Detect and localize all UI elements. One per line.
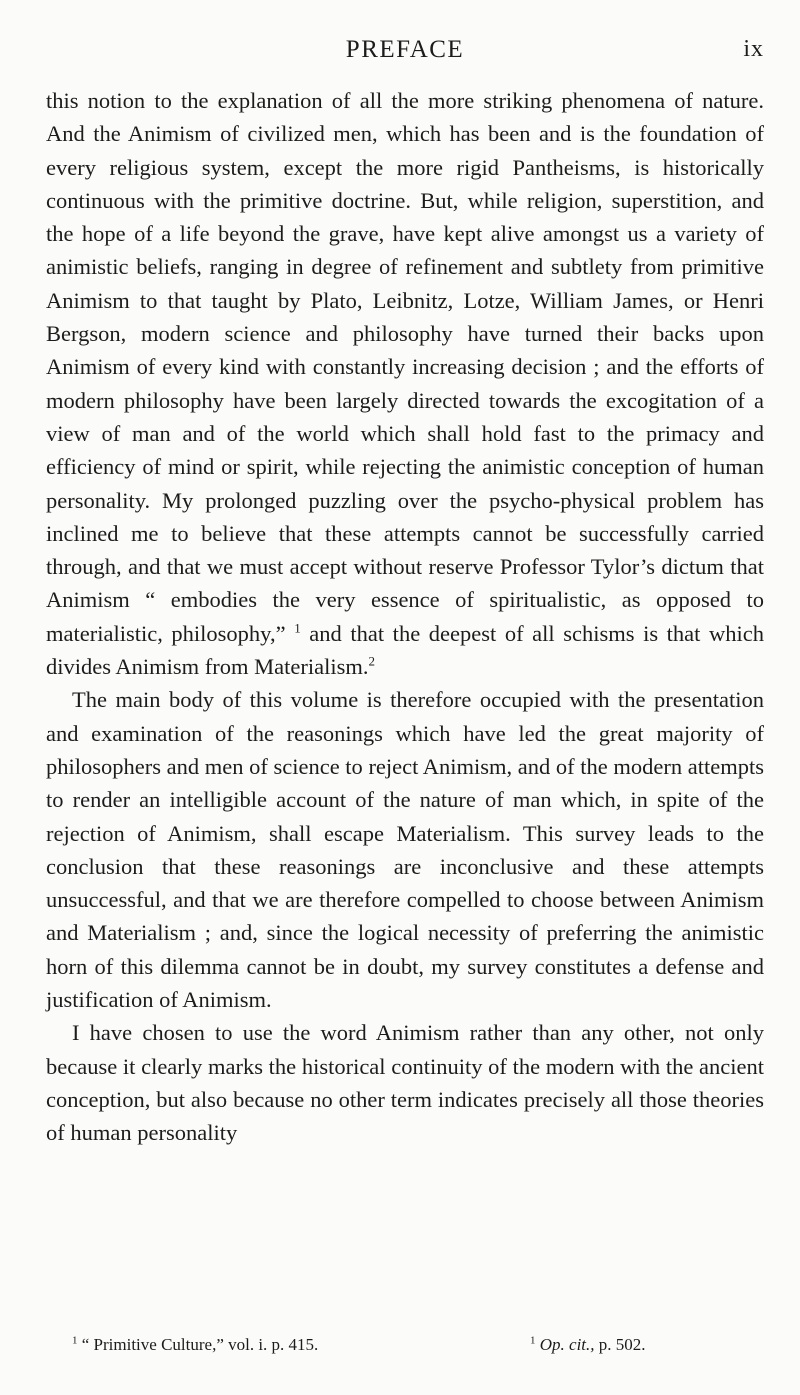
paragraph-2: The main body of this volume is therefore occupied with the presentation and examination of the reasonings which have led the great majority of philosophers and men of science to reject Animism, and of the modern attempts to render an intelligible account of the nature of man which, in spite of the rejection of Animism, shall escape Materialism. This survey leads to the conclusion that these reasonings are inconclusive and these attempts unsuccessful, and that we are therefore compelled to choose between Animism and Materialism ; and, since the logical necessity of preferring the animistic horn of this dilemma cannot be in doubt, my survey constitutes a defense and justification of Animism. [46,687,764,1013]
footnote-1 [72,1334,318,1356]
footnote-1-mark: 1 [72,1334,78,1347]
footnote-2-mark: 1 [530,1334,536,1347]
footnote-2-text: p. 502. [594,1335,646,1354]
footnote-ref-2-mark: 2 [368,653,375,669]
footnotes [46,1334,764,1358]
paragraph-1 [46,84,764,683]
footnote-2 [530,1334,646,1356]
footnote-ref-1 [286,621,301,646]
running-title: PREFACE [345,36,465,63]
footnote-2-italic: Op. cit., [539,1335,595,1354]
page-header [46,28,764,68]
paragraph-1-continuation: and that the deepest of all schisms is that which divides Animism from Materialism. [46,620,765,680]
paragraph-1-text: this notion to the explanation of all the more striking phenomena of nature. And the Animism of civilized men, which has been and is the foundation of every religious system, except the more rigid Pantheisms, is historically continuous with the primitive doctrine. But, while religion, superstition, and the hope of a life beyond the grave, have kept alive amongst us a variety of animistic beliefs, ranging in degree of refinement and subtlety from primitive Animism to that taught by Plato, Leibnitz, Lotze, William James, or Henri Bergson, modern science and philosophy have turned their backs upon Animism of every kind with constantly increasing decision ; and the efforts of modern philosophy have been largely directed towards the excogitation of a view of man and of the world which shall hold fast to the primacy and efficiency of mind or spirit, while rejecting the animistic conception of human personality. My prolonged puzzling over the psycho-physical problem has inclined me to believe that these attempts cannot be successfully carried through, and that we must accept without reserve Professor Tylor’s dictum that Animism “ embodies the very essence of spiritualistic, as opposed to materialistic, philosophy,” [46,88,764,646]
paragraph-3: I have chosen to use the word Animism rather than any other, not only because it clearly marks the historical continuity of the modern with the ancient conception, but also because no other term indicates precisely all those theories of human personality [46,1020,764,1146]
footnote-1-text: “ Primitive Culture,” vol. i. p. 415. [81,1335,319,1354]
body-text [46,84,764,1150]
page-number: ix [743,36,764,62]
footnote-ref-1-mark: 1 [294,620,301,636]
